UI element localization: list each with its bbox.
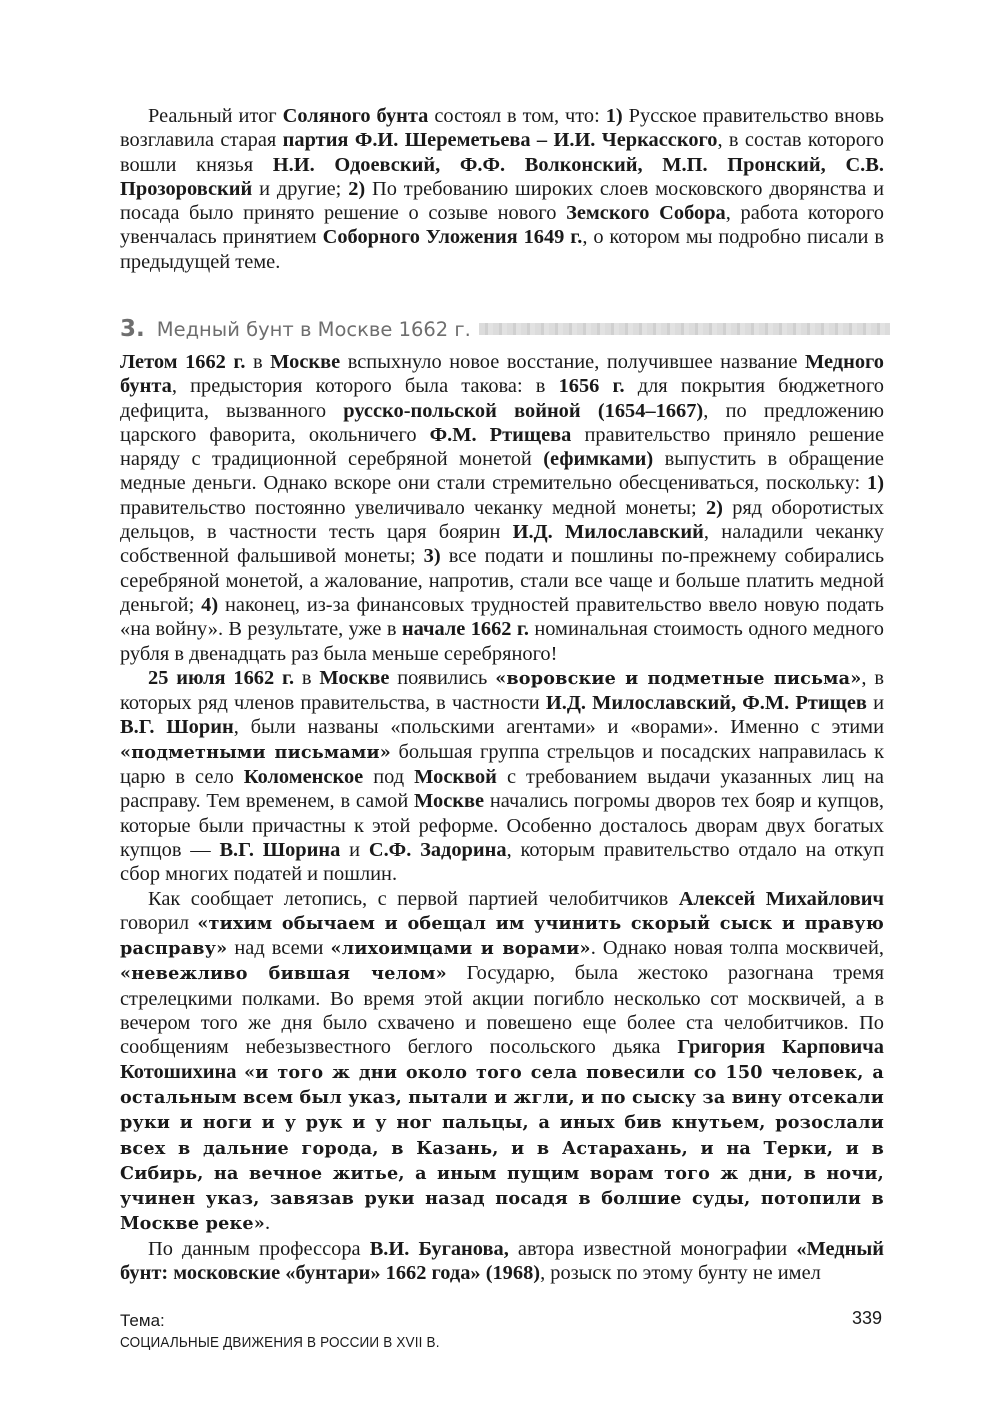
text-run: и — [340, 838, 369, 861]
text-run: для покрытия бюджетного дефицита, вызванного — [120, 375, 884, 422]
old-style-quote: «невежливо бившая челом» — [120, 963, 447, 985]
text-run: правительство приняло решение наряду с традиционной серебряной монетой — [120, 423, 884, 471]
text-run: говорил — [120, 911, 198, 934]
text-run: , работа которого увенчалась принятием — [120, 202, 884, 249]
bold-run: партия Ф.И. Шереметьева – И.И. Черкасского — [282, 129, 718, 152]
text-run: . Однако новая толпа москвичей, — [590, 937, 884, 960]
bold-run: Москве — [270, 351, 341, 373]
topic-label: Тема: — [120, 1311, 165, 1330]
old-style-quote: «лихоимцами и ворами» — [330, 938, 591, 960]
intro-text — [120, 104, 884, 274]
text-run: правительство постоянно увеличивало чеканку медной монеты; — [120, 496, 706, 519]
bold-run: Коломенское — [243, 766, 364, 789]
bold-run: Григория Карповича Котошихина — [120, 1036, 884, 1083]
text-run: автора известной монографии — [508, 1237, 797, 1260]
bold-run: Москве — [319, 666, 390, 689]
bold-run: начале 1662 г. — [401, 618, 529, 641]
text-run: . — [264, 1212, 271, 1235]
bold-run: В.И. Буганова, — [369, 1237, 509, 1260]
bold-run: 2) — [705, 496, 723, 519]
bold-run: Ф.М. Ртищева — [429, 423, 572, 446]
text-run: наконец, из-за финансовых трудностей правительство ввело новую подать «на войну». В результате, уже в — [120, 593, 884, 641]
text-run: в — [294, 666, 320, 689]
text-run: вспыхнуло новое восстание, получившее название — [340, 351, 806, 373]
bold-run: 1) — [867, 472, 884, 495]
bold-run: 4) — [201, 593, 219, 616]
text-run: Русское правительство вновь возглавила старая — [120, 105, 884, 152]
text-run: , по предложению царского фаворита, окольничего — [120, 399, 884, 446]
old-style-quote: «воровские и подметные письма» — [495, 667, 862, 689]
bold-run: Земского Собора — [566, 202, 726, 225]
bold-run: В.Г. Шорина — [219, 838, 341, 861]
text-run: номинальная стоимость одного медного рубля в двенадцать раз была меньше серебряного! — [120, 618, 884, 665]
section-body — [120, 350, 884, 1285]
bold-run: В.Г. Шорин — [120, 716, 234, 739]
bold-run: 2) — [348, 177, 366, 200]
text-run: , розыск по этому бунту не имел — [540, 1261, 821, 1284]
old-style-quote: «тихим обычаем и обещал им учинить скорый сыск и правую расправу» — [120, 912, 884, 960]
bold-run: Н.И. Одоевский, Ф.Ф. Волконский, М.П. Пронский, С.В. Прозоровский — [120, 153, 884, 200]
section-heading — [120, 312, 890, 346]
bold-run: 25 июля 1662 г. — [148, 666, 295, 689]
text-run: большая группа стрельцов и посадских направилась к царю в село — [120, 740, 884, 789]
text-run: появились — [389, 666, 496, 689]
old-style-quote: «и того ж дни около того села повесили со 150 человек, а остальным всем был указ, пытали и жгли, и по сыску за вину отсекали руки и ноги и у рук и у ног пальцы, а иных бив кнутьем, розослали всех в дальние города, в Казань, и в Астарахань, и на Терки, и в Сибирь, на вечное житье, а иным пущим ворам того ж дни, в ночи, учинен указ, завязав руки назад посадя в болшие суды, потопили в Москве реке» — [120, 1061, 884, 1235]
text-run: выпустить в обращение медные деньги. Однако вскоре они стали стремительно обесцениваться, поскольку: — [120, 448, 884, 495]
bold-run: И.Д. Милославский, Ф.М. Ртищев — [545, 692, 867, 715]
bold-run: 3) — [423, 545, 441, 568]
text-run: все подати и пошлины по-прежнему собирались серебряной монетой, а жалование, напротив, стали все чаще и больше платить медной деньгой; — [120, 545, 884, 616]
text-run: , которым правительство отдало на откуп сбор многих податей и пошлин. — [120, 838, 884, 886]
text-run — [237, 1061, 245, 1083]
bold-run: Летом 1662 г. — [120, 351, 246, 373]
bold-run: И.Д. Милославский — [512, 521, 704, 544]
section-number: 3. — [120, 316, 145, 342]
text-run: , о котором мы подробно писали в предыдущей теме. — [120, 226, 885, 273]
paragraph-salt-riot-result — [120, 104, 884, 274]
text-run: Как сообщает летопись, с первой партией челобитчиков — [148, 887, 679, 910]
paragraph-buganov-research — [120, 1237, 884, 1286]
text-run: , наладили чеканку собственной фальшивой монеты; — [120, 521, 884, 568]
bold-run: Соляного бунта — [282, 105, 429, 127]
bold-run: 1) — [605, 105, 623, 127]
paragraph-chronicle-account — [120, 887, 884, 1237]
section-title: Медный бунт в Москве 1662 г. — [156, 317, 471, 341]
text-run: , в состав которого вошли князья — [120, 129, 884, 176]
bold-run: Москвой — [414, 766, 497, 789]
text-run: под — [363, 766, 415, 789]
bold-run: Алексей Михайлович — [678, 887, 884, 910]
text-run: в — [245, 351, 271, 373]
bold-run: «Медный бунт: московские «бунтари» 1662 года» (1968) — [120, 1237, 885, 1284]
text-run: состоял в том, что: — [428, 105, 606, 127]
bold-run: (ефимками) — [543, 448, 654, 471]
bold-run: 1656 г. — [558, 375, 625, 398]
page-number: 339 — [851, 1308, 882, 1328]
bold-run: русско-польской войной (1654–1667) — [343, 399, 704, 422]
paragraph-copper-riot-background — [120, 350, 884, 666]
bold-run: Соборного Уложения 1649 г. — [322, 226, 583, 249]
text-run: По требованию широких слоев московского дворянства и посада было принято решение о созыве нового — [120, 177, 884, 225]
text-run: , в которых ряд членов правительства, в частности — [120, 666, 884, 715]
text-run: с требованием выдачи указанных лиц на расправу. Тем временем, в самой — [120, 766, 884, 813]
text-run: ряд оборотистых дельцов, в частности тесть царя боярин — [120, 496, 884, 544]
text-run: По данным профессора — [148, 1237, 370, 1260]
text-run: и другие; — [252, 177, 349, 200]
bold-run: Москве — [414, 790, 485, 813]
text-run: , были названы «польскими агентами» и «ворами». Именно с этими — [233, 716, 885, 739]
paragraph-riot-events — [120, 666, 884, 887]
bold-run: С.Ф. Задорина — [368, 838, 507, 861]
text-run: , предыстория которого была такова: в — [171, 375, 559, 398]
footer-topic — [120, 1310, 475, 1354]
text-run: и — [866, 692, 884, 715]
text-run: над всеми — [227, 937, 331, 960]
text-run: Государю, была жестоко разогнана тремя стрелецкими полками. Во время этой акции погибло несколько сот москвичей, а в вечером того же дня было схвачено и повешено еще более ста челобитчиков. По сообщениям небезызвестного беглого посольского дьяка — [120, 962, 884, 1059]
bold-run: Медного бунта — [120, 351, 884, 398]
text-run: Реальный итог — [148, 105, 283, 127]
heading-decorative-rule — [479, 323, 890, 335]
text-run: начались погромы дворов тех бояр и купцов, которые были причастны к этой реформе. Особенно досталось дворам двух богатых купцов — — [120, 790, 884, 861]
old-style-quote: «подметными письмами» — [120, 741, 391, 763]
topic-title: СОЦИАЛЬНЫЕ ДВИЖЕНИЯ В РОССИИ В XVII В. — [120, 1334, 440, 1351]
